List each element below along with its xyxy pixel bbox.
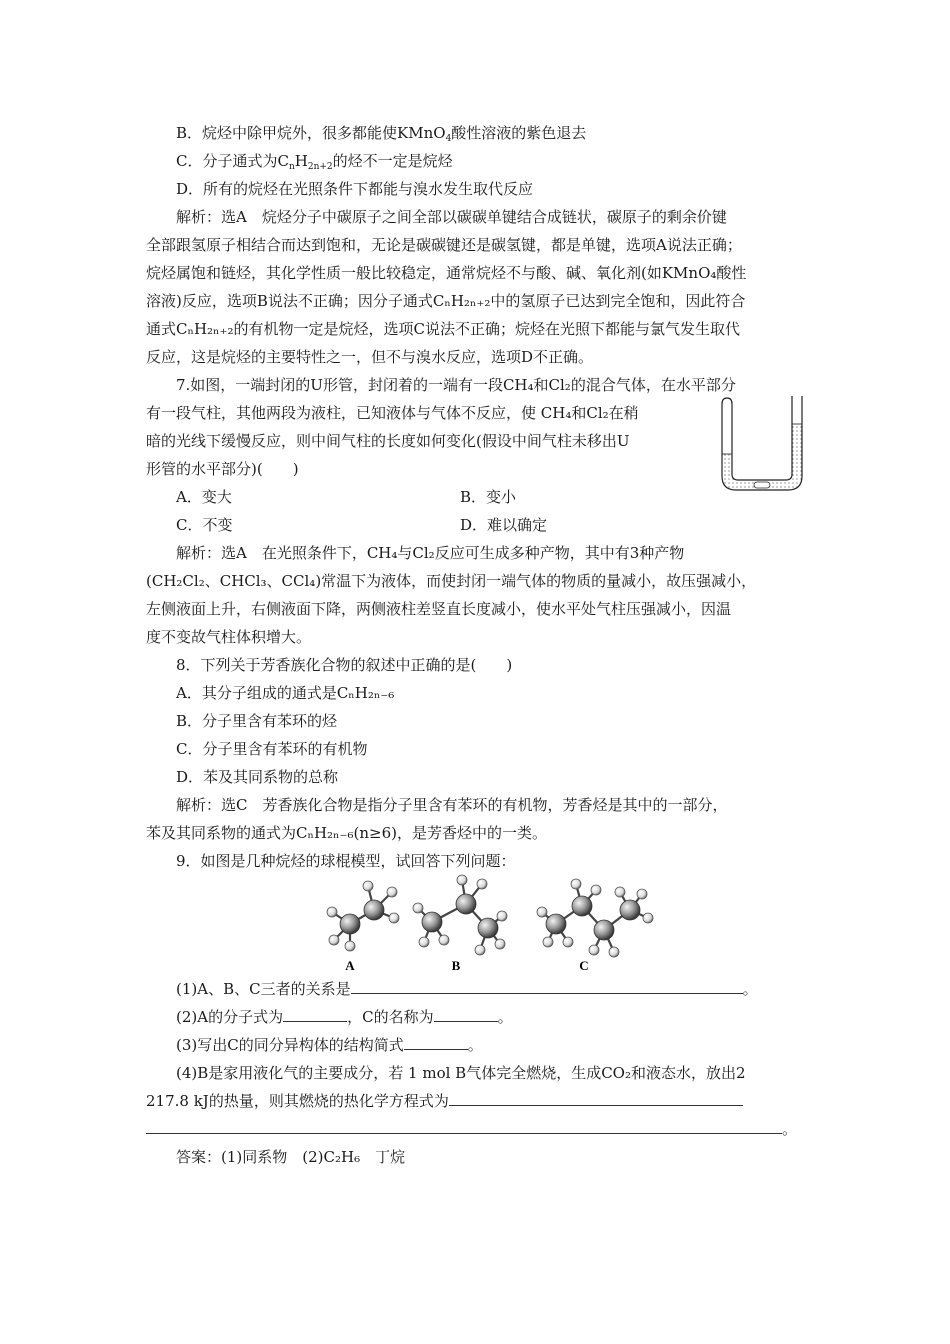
q6-analysis-line: 解析：选A 烷烃分子中碳原子之间全部以碳碳单键结合成链状，碳原子的剩余价键 [176,208,727,226]
q7-option-d: D．难以确定 [460,516,548,534]
q6-option-c-sub1: n [288,162,295,172]
answer-blank[interactable] [351,979,743,994]
q7-analysis-line: (CH₂Cl₂、CHCl₃、CCl₄)常温下为液体，而使封闭一端气体的物质的量减小，故压强减小， [146,572,757,590]
q6-analysis-line: 烷烃属饱和链烃，其化学性质一般比较稳定，通常烷烃不与酸、碱、氧化剂(如KMnO₄酸性 [146,264,747,282]
q9-sub4-line3 [146,1119,797,1139]
q8-analysis-line: 解析：选C 芳香族化合物是指分子里含有苯环的有机物，芳香烃是其中的一部分， [176,796,728,814]
q9-stem: 9．如图是几种烷烃的球棍模型，试回答下列问题： [176,852,516,870]
q9-sub3-text: (3)写出C的同分异构体的结构简式 [176,1036,404,1054]
answer-blank[interactable] [404,1035,468,1050]
q7-stem-line: 有一段气柱，其他两段为液柱，已知液体与气体不反应，使 CH₄和Cl₂在稍 [146,404,639,422]
model-label-c: C [579,958,589,973]
q7-analysis-line: 度不变故气柱体积增大。 [146,628,312,646]
q6-analysis-line: 全部跟氢原子相结合而达到饱和，无论是碳碳键还是碳氢键，都是单键，选项A说法正确； [146,236,742,254]
q8-stem: 8．下列关于芳香族化合物的叙述中正确的是( ) [176,656,513,674]
q9-sub1 [176,979,758,999]
q6-option-b-tail: 酸性溶液的紫色退去 [451,124,587,142]
q7-option-c: C．不变 [176,516,233,534]
q7-stem-line: 形管的水平部分)( ) [146,460,299,478]
q6-option-c-tail: 的烃不一定是烷烃 [332,152,453,170]
answer-blank[interactable] [449,1091,743,1106]
q8-analysis-line: 苯及其同系物的通式为CₙH₂ₙ₋₆(n≥6)，是芳香烃中的一类。 [146,824,547,842]
q9-sub2-text-a: (2)A的分子式为 [176,1008,284,1026]
q9-sub4-period: 。 [782,1120,798,1138]
q9-sub1-text: (1)A、B、C三者的关系是 [176,980,351,998]
q8-option-b: B．分子里含有苯环的烃 [176,712,338,730]
q6-option-b [176,123,586,149]
q6-option-c [176,151,453,177]
q7-option-b: B．变小 [460,488,517,506]
q9-sub3-period: 。 [467,1036,483,1054]
q8-option-d: D．苯及其同系物的总称 [176,768,339,786]
q7-analysis-line: 左侧液面上升，右侧液面下降，两侧液柱差竖直长度减小，使水平处气柱压强减小，因温 [146,600,732,618]
q9-sub4-line1: (4)B是家用液化气的主要成分，若 1 mol B气体完全燃烧，生成CO₂和液态水，放出2 [176,1064,746,1082]
answer-blank[interactable] [146,1119,782,1134]
q6-option-c-pre: C．分子通式为C [176,152,289,170]
q6-option-b-sub: 4 [445,134,452,144]
q7-stem-line: 7.如图，一端封闭的U形管，封闭着的一端有一段CH₄和Cl₂的混合气体，在水平部分 [176,376,736,394]
model-label-a: A [345,958,355,973]
q6-option-b-text: B．烷烃中除甲烷外，很多都能使KMnO [176,124,446,142]
q7-stem-line: 暗的光线下缓慢反应，则中间气柱的长度如何变化(假设中间气柱未移出U [146,432,630,450]
ball-stick-models-figure [320,872,660,976]
q6-analysis-line: 通式CₙH₂ₙ₊₂的有机物一定是烷烃，选项C说法不正确；烷烃在光照下都能与氯气发生取代 [146,320,740,338]
q6-option-d: D．所有的烷烃在光照条件下都能与溴水发生取代反应 [176,180,534,198]
q6-option-c-mid: H [294,152,308,170]
q9-sub2 [176,1007,513,1027]
answer-blank[interactable] [434,1007,498,1022]
q6-analysis-line: 溶液)反应，选项B说法不正确；因分子通式CₙH₂ₙ₊₂中的氢原子已达到完全饱和，因此符合 [146,292,746,310]
q7-analysis-line: 解析：选A 在光照条件下，CH₄与Cl₂反应可生成多种产物，其中有3种产物 [176,544,685,562]
q6-option-c-sub2: 2n+2 [307,162,333,172]
answer-line: 答案：(1)同系物 (2)C₂H₆ 丁烷 [176,1148,406,1166]
q9-sub1-period: 。 [742,980,758,998]
answer-blank[interactable] [283,1007,347,1022]
q9-sub2-period: 。 [497,1008,513,1026]
q8-option-a: A．其分子组成的通式是CₙH₂ₙ₋₆ [176,684,395,702]
u-tube-figure [712,394,812,498]
q7-option-a: A．变大 [176,488,232,506]
q9-sub3 [176,1035,483,1055]
q9-sub4-text: 217.8 kJ的热量，则其燃烧的热化学方程式为 [146,1092,449,1110]
q9-sub4-line2 [146,1091,743,1111]
model-label-b: B [451,958,461,973]
q9-sub2-text-b: ，C的名称为 [347,1008,434,1026]
q6-analysis-line: 反应，这是烷烃的主要特性之一，但不与溴水反应，选项D不正确。 [146,348,594,366]
q8-option-c: C．分子里含有苯环的有机物 [176,740,368,758]
